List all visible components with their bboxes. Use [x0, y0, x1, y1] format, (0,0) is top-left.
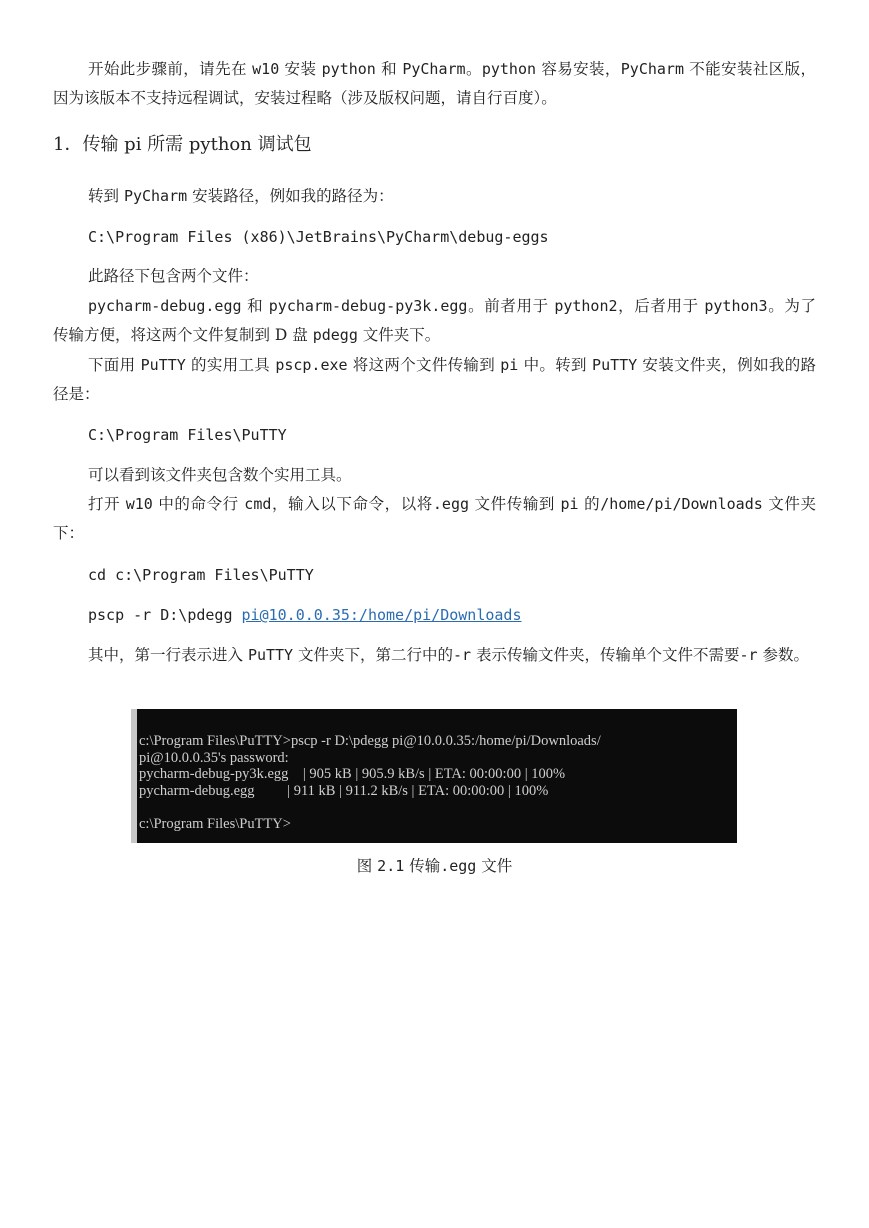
- terminal-line: c:\Program Files\PuTTY>: [139, 815, 291, 832]
- terminal-screenshot: [131, 709, 737, 843]
- paragraph-cmd-instructions: 打开 w10 中的命令行 cmd，输入以下命令，以将.egg 文件传输到 pi 的/home/pi/Downloads 文件夹下：: [53, 495, 816, 542]
- paragraph-pscp-intro: 下面用 PuTTY 的实用工具 pscp.exe 将这两个文件传输到 pi 中。转到 PuTTY 安装文件夹，例如我的路径是：: [53, 356, 816, 403]
- code-line-pscp-command: pscp -r D:\pdegg pi@10.0.0.35:/home/pi/Downloads: [88, 606, 522, 624]
- figure-caption: 图 2.1 传输.egg 文件: [356, 857, 513, 875]
- paragraph-explanation: 其中，第一行表示进入 PuTTY 文件夹下，第二行中的-r 表示传输文件夹，传输单个文件不需要-r 参数。: [88, 646, 810, 664]
- intro-paragraph: 开始此步骤前，请先在 w10 安装 python 和 PyCharm。python 容易安装，PyCharm 不能安装社区版，因为该版本不支持远程调试，安装过程略（涉及版权问题，请自行百度）。: [53, 60, 816, 107]
- terminal-line: pi@10.0.0.35's password:: [139, 749, 289, 766]
- paragraph-egg-files: pycharm-debug.egg 和 pycharm-debug-py3k.egg。前者用于 python2，后者用于 python3。为了传输方便，将这两个文件复制到 D 盘 pdegg 文件夹下。: [53, 297, 816, 344]
- terminal-line: pycharm-debug.egg | 911 kB | 911.2 kB/s | ETA: 00:00:00 | 100%: [139, 782, 549, 799]
- terminal-line: [139, 799, 737, 816]
- code-line-putty-path: C:\Program Files\PuTTY: [88, 426, 287, 444]
- paragraph-two-files: 此路径下包含两个文件：: [88, 267, 259, 285]
- section-heading: 1．传输 pi 所需 python 调试包: [53, 134, 312, 155]
- terminal-line: c:\Program Files\PuTTY>pscp -r D:\pdegg pi@10.0.0.35:/home/pi/Downloads/: [139, 733, 601, 749]
- terminal-line: pycharm-debug-py3k.egg | 905 kB | 905.9 kB/s | ETA: 00:00:00 | 100%: [139, 766, 566, 782]
- paragraph-utilities: 可以看到该文件夹包含数个实用工具。: [88, 466, 352, 484]
- paragraph-pycharm-path: 转到 PyCharm 安装路径，例如我的路径为：: [88, 187, 394, 205]
- remote-path-link[interactable]: pi@10.0.0.35:/home/pi/Downloads: [241, 606, 522, 624]
- code-line-debug-eggs-path: C:\Program Files (x86)\JetBrains\PyCharm\debug-eggs: [88, 228, 549, 246]
- code-line-cd-command: cd c:\Program Files\PuTTY: [88, 566, 314, 584]
